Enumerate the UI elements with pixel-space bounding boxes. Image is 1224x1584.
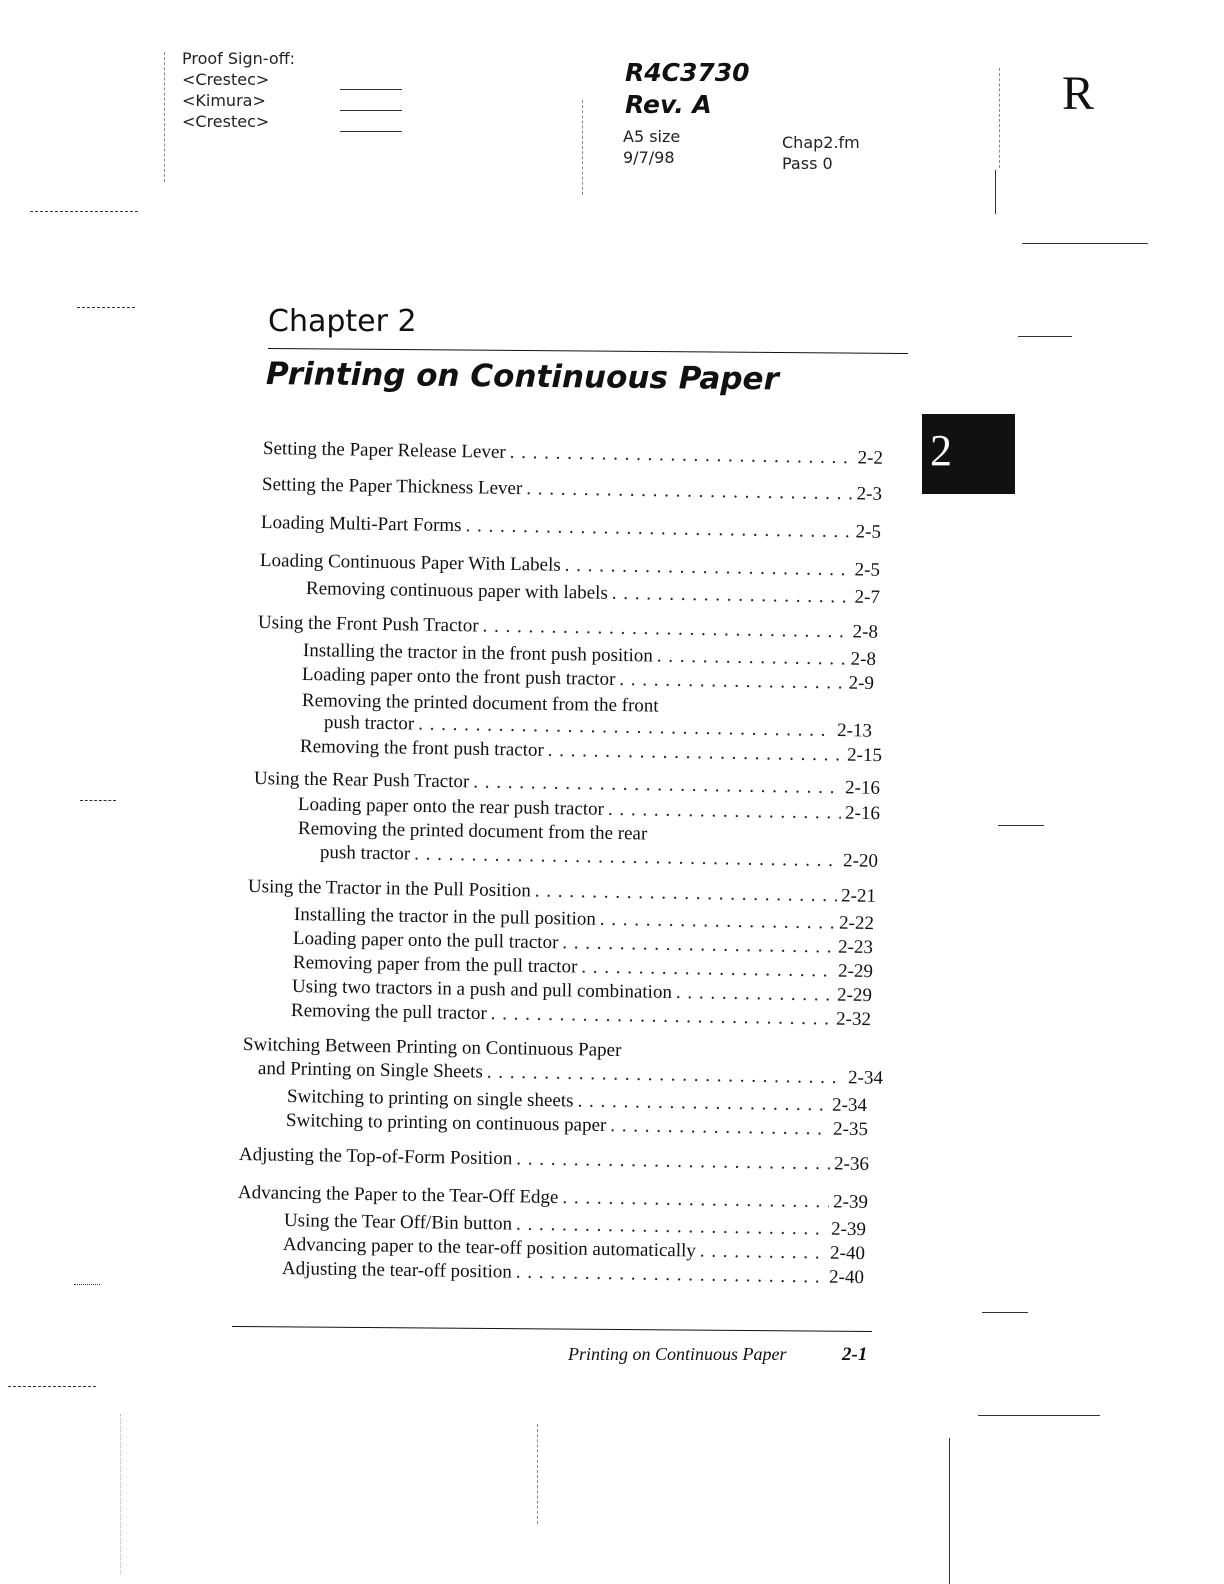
toc-entry-text: Loading Multi-Part Forms: [260, 512, 462, 537]
toc-page-number: 2-21: [840, 885, 877, 907]
toc-leader-dots: [482, 616, 848, 644]
toc-page-number: 2-13: [836, 720, 873, 742]
toc-entry[interactable]: [260, 550, 880, 582]
toc-page-number: 2-16: [844, 777, 881, 799]
toc-entry-text: Removing paper from the pull tractor: [292, 952, 578, 978]
chapter-tab-number: 2: [930, 426, 952, 475]
toc-entry-text: Installing the tractor in the pull position: [293, 904, 596, 930]
toc-entry-text: Using two tractors in a push and pull combination: [291, 976, 673, 1003]
toc-page-number: 2-35: [832, 1118, 869, 1141]
toc-leader-dots: [562, 1187, 829, 1213]
toc-entry-text: Setting the Paper Release Lever: [262, 438, 506, 463]
toc-page-number: 2-5: [854, 559, 881, 581]
toc-leader-dots: [700, 1241, 827, 1265]
toc-entry-text: Removing the front push tractor: [299, 736, 544, 761]
toc-page-number: 2-7: [854, 586, 881, 609]
toc-entry-text: Loading paper onto the pull tractor: [292, 928, 559, 954]
toc-leader-dots: [565, 555, 851, 581]
toc-leader-dots: [516, 1214, 827, 1241]
toc-entry-text: Using the Front Push Tractor: [257, 612, 479, 637]
toc-page-number: 2-3: [856, 483, 883, 505]
chapter-label: Chapter 2: [268, 304, 417, 339]
toc-leader-dots: [414, 843, 839, 872]
proof-heading: Proof Sign-off:: [182, 49, 296, 68]
toc-leader-dots: [509, 442, 853, 469]
toc-entry-text: Removing the printed document from the front: [301, 690, 659, 717]
page-size: A5 size: [623, 127, 681, 146]
toc-entry-text: Setting the Paper Thickness Lever: [261, 474, 523, 500]
toc-page-number: 2-29: [837, 960, 874, 983]
footer-title: Printing on Continuous Paper: [568, 1344, 787, 1364]
toc-leader-dots: [473, 771, 841, 799]
toc-leader-dots: [418, 713, 833, 742]
toc-leader-dots: [612, 583, 851, 609]
proof-signer: <Crestec>: [182, 112, 270, 131]
toc-page-number: 2-9: [848, 672, 875, 694]
toc-entry-text: Removing continuous paper with labels: [305, 578, 608, 604]
toc-page-number: 2-22: [838, 912, 875, 935]
toc-page-number: 2-32: [835, 1008, 872, 1031]
toc-entry-text: Switching to printing on continuous paper: [285, 1110, 607, 1137]
toc-entry-text: Using the Tractor in the Pull Position: [247, 876, 532, 902]
toc-entry-text: Removing the printed document from the rear: [297, 818, 648, 845]
toc-page-number: 2-5: [855, 521, 882, 543]
toc-entry-text: Adjusting the tear-off position: [281, 1258, 513, 1283]
toc-page-number: 2-34: [831, 1094, 868, 1117]
toc-leader-dots: [581, 957, 834, 983]
toc-entry[interactable]: [320, 842, 878, 873]
toc-entry-text: Using the Tear Off/Bin button: [283, 1210, 513, 1235]
chapter-title: Printing on Continuous Paper: [265, 356, 780, 398]
toc-leader-dots: [619, 669, 845, 695]
toc-entry[interactable]: [238, 1182, 868, 1214]
file-name: Chap2.fm: [782, 133, 860, 152]
toc-entry-text: Loading Continuous Paper With Labels: [259, 550, 561, 576]
toc-leader-dots: [676, 982, 834, 1006]
toc-leader-dots: [465, 515, 851, 543]
toc-page-number: 2-39: [830, 1218, 867, 1241]
document-code: R4C3730: [625, 58, 750, 87]
toc-entry[interactable]: [261, 512, 881, 544]
toc-leader-dots: [610, 1115, 829, 1140]
toc-leader-dots: [548, 740, 844, 767]
proof-signer: <Kimura>: [182, 91, 266, 110]
toc-entry[interactable]: [258, 612, 878, 644]
toc-entry-text: Loading paper onto the rear push tractor: [297, 794, 605, 820]
toc-entry[interactable]: [262, 474, 882, 506]
toc-leader-dots: [491, 1003, 833, 1030]
toc-leader-dots: [535, 881, 838, 908]
toc-entry-text: push tractor: [323, 712, 415, 735]
footer-page-number: 2-1: [842, 1344, 868, 1365]
toc-entry-text: Adjusting the Top-of-Form Position: [238, 1144, 513, 1170]
proof-signer: <Crestec>: [182, 70, 270, 89]
toc-entry-text: Installing the tractor in the front push position: [302, 640, 653, 667]
toc-entry-text: and Printing on Single Sheets: [257, 1058, 483, 1083]
toc-leader-dots: [600, 909, 836, 935]
toc-page-number: 2-34: [847, 1067, 884, 1089]
toc-leader-dots: [562, 932, 834, 958]
toc-page-number: 2-23: [837, 936, 874, 959]
toc-entry-text: Using the Rear Push Tractor: [253, 768, 470, 793]
print-date: 9/7/98: [623, 148, 675, 167]
pass-number: Pass 0: [782, 154, 833, 173]
toc-page-number: 2-16: [844, 802, 881, 825]
toc-leader-dots: [657, 646, 847, 671]
toc-entry-text: Removing the pull tractor: [290, 1000, 487, 1025]
toc-entry[interactable]: [248, 876, 876, 908]
toc-page-number: 2-20: [842, 850, 879, 872]
toc-page-number: 2-40: [828, 1266, 865, 1289]
toc-entry-text: Advancing paper to the tear-off position automatically: [282, 1234, 697, 1262]
toc-entry[interactable]: [306, 578, 880, 609]
toc-entry-text: push tractor: [319, 842, 411, 865]
toc-entry-text: Advancing the Paper to the Tear-Off Edge: [237, 1182, 559, 1209]
toc-leader-dots: [608, 799, 841, 825]
toc-page-number: 2-39: [832, 1191, 869, 1213]
toc-leader-dots: [526, 478, 853, 505]
toc-page-number: 2-29: [836, 984, 873, 1007]
toc-page-number: 2-36: [833, 1153, 870, 1175]
revision: Rev. A: [625, 90, 712, 119]
toc-entry-text: Switching to printing on single sheets: [286, 1086, 574, 1112]
toc-entry[interactable]: [239, 1144, 869, 1176]
toc-page-number: 2-8: [852, 621, 879, 643]
toc-leader-dots: [516, 1148, 830, 1175]
toc-page-number: 2-40: [829, 1242, 866, 1265]
toc-entry-text: Loading paper onto the front push tractor: [301, 664, 616, 690]
toc-leader-dots: [577, 1091, 828, 1117]
toc-page-number: 2-15: [846, 744, 883, 767]
toc-entry[interactable]: [263, 438, 883, 470]
register-mark-letter: R: [1062, 67, 1095, 120]
toc-leader-dots: [516, 1262, 826, 1289]
toc-entry-text: Switching Between Printing on Continuous Paper: [242, 1034, 622, 1061]
toc-entry[interactable]: [258, 1058, 883, 1090]
toc-page-number: 2-2: [857, 447, 884, 469]
toc-leader-dots: [487, 1062, 845, 1090]
toc-page-number: 2-8: [850, 648, 877, 670]
